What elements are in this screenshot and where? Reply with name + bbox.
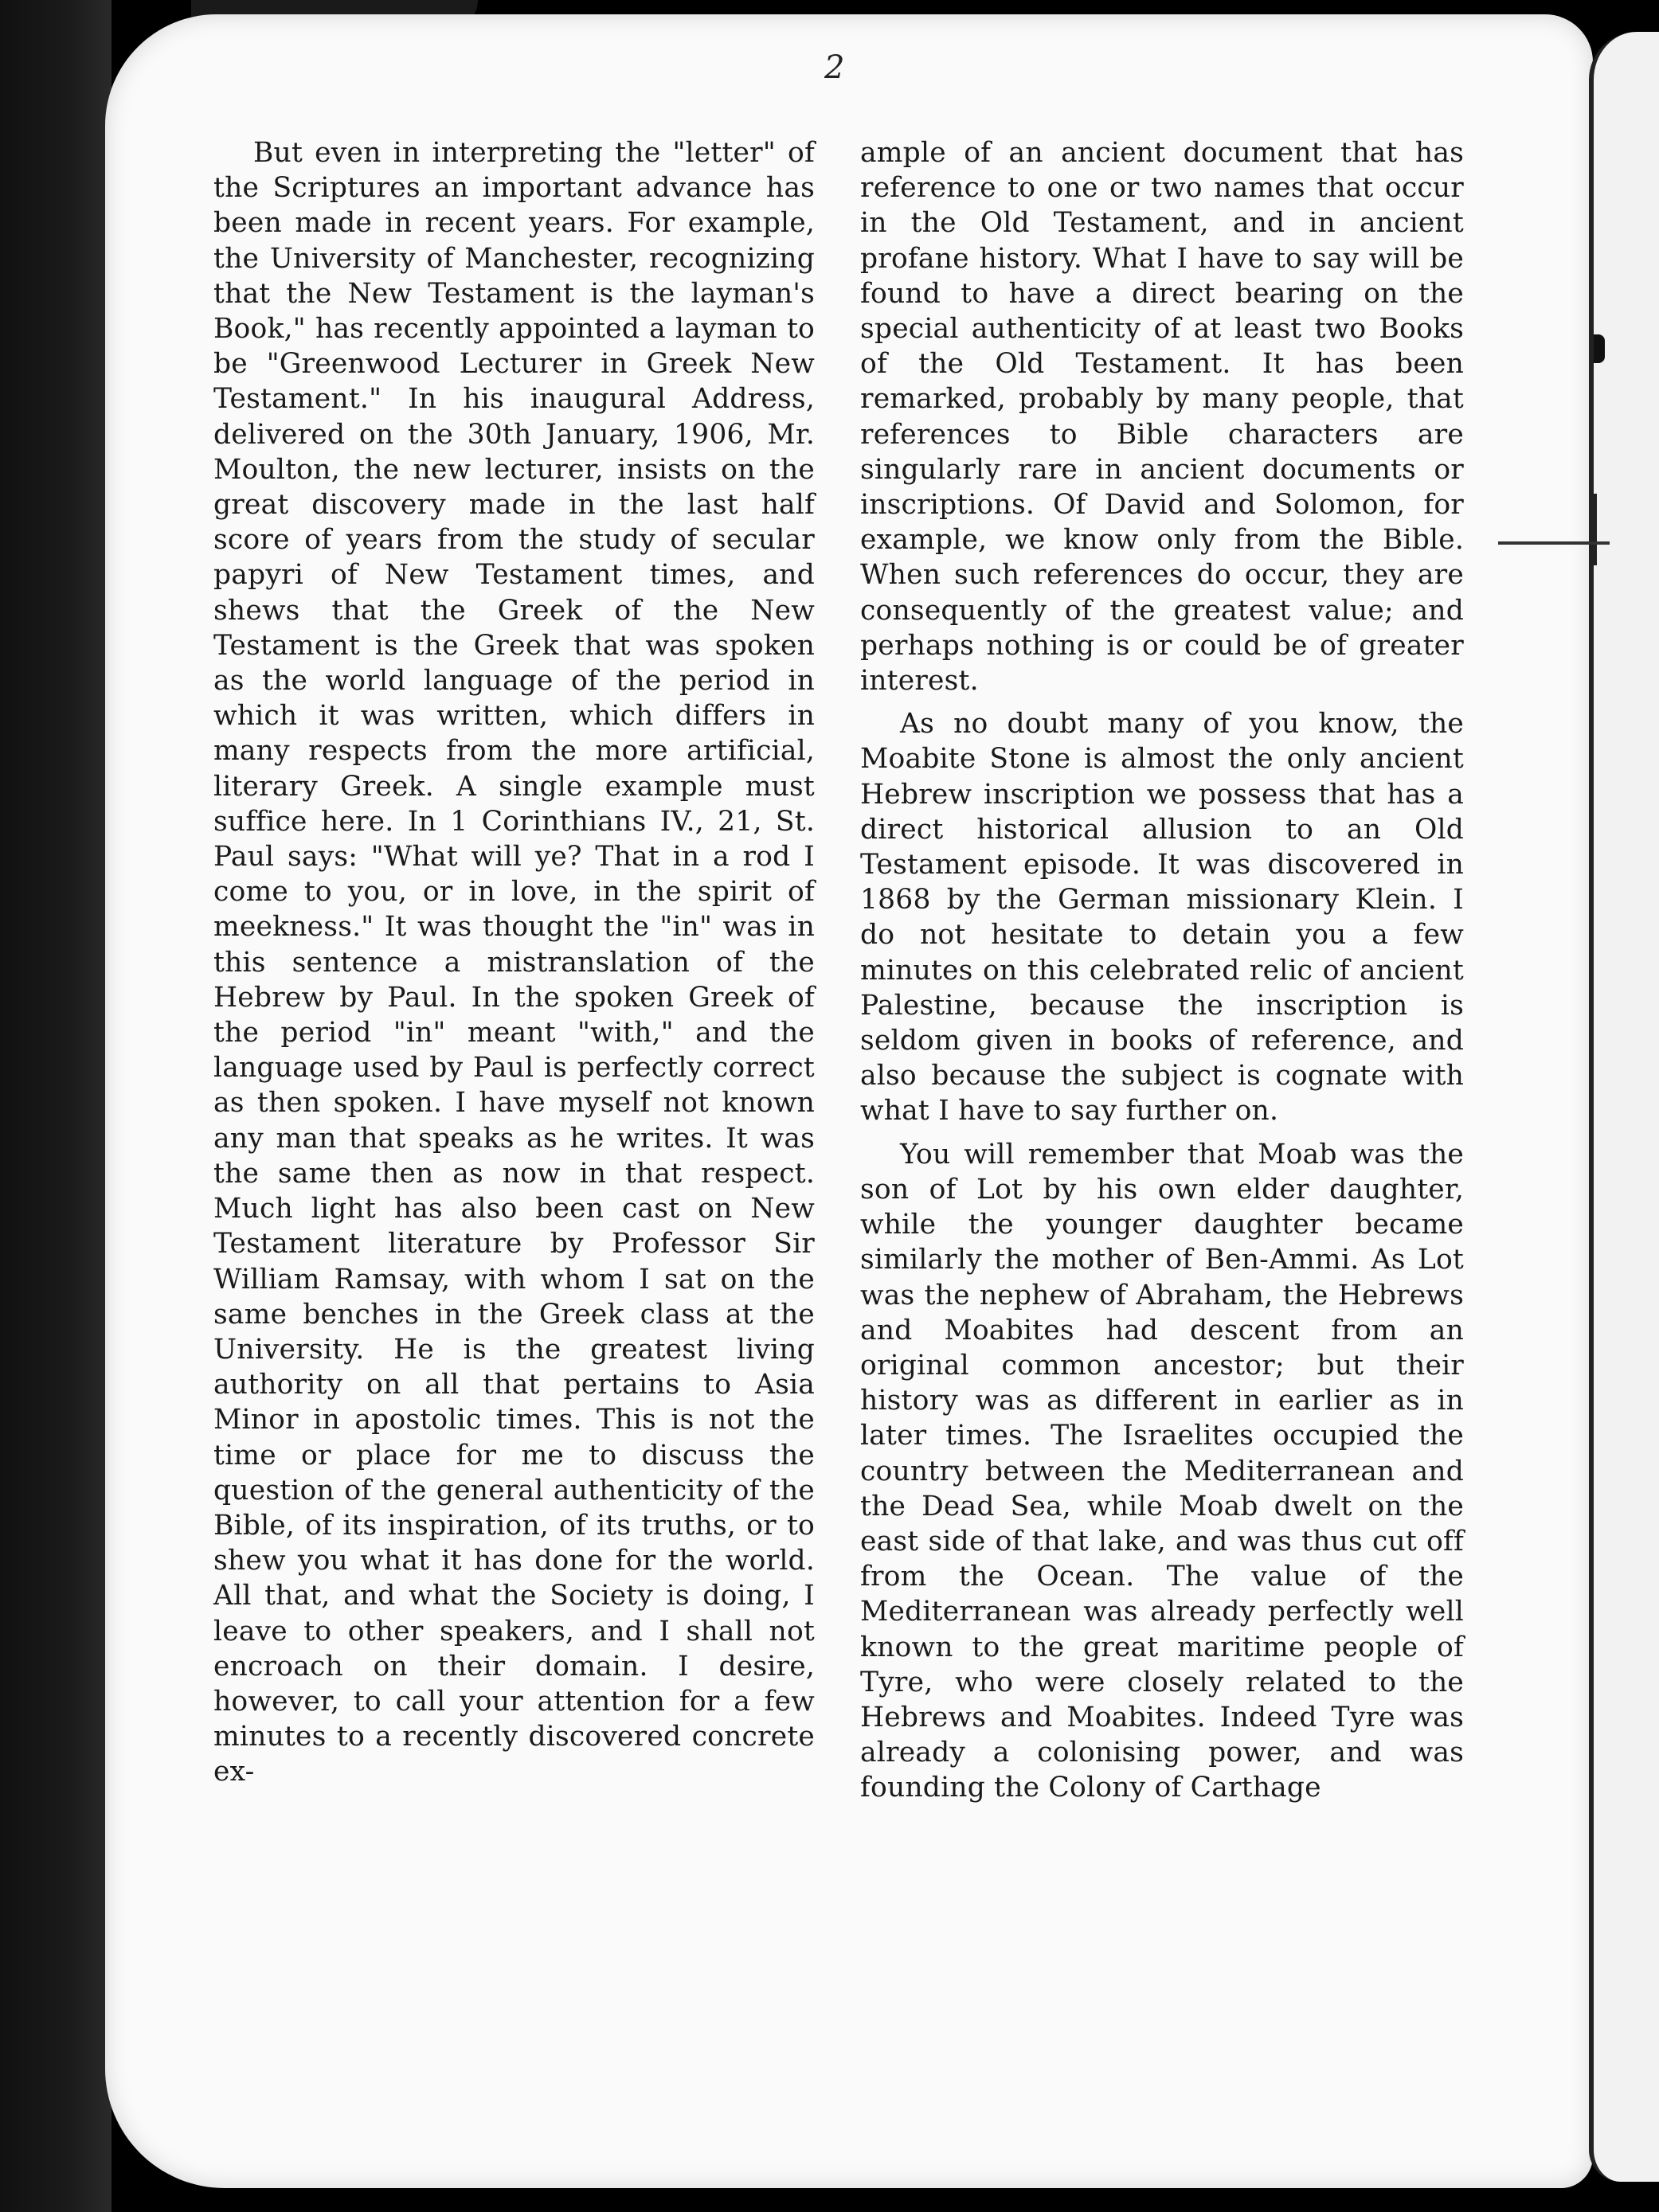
adjacent-page-edge [1589,32,1659,2182]
paragraph: But even in interpreting the "letter" of the Scriptures an important advance has been made in recent years. For example, the University of Manchester, recognizing that the New Testament is the layman's Book," has recently appointed a layman to be "Greenwood Lecturer in Greek New Testament." In his inaugural Address, delivered on the 30th January, 1906, Mr. Moulton, the new lecturer, insists on the great discovery made in the last half score of years from the study of secular papyri of New Testament times, and shews that the Greek of the New Testament is the Greek that was spoken as the world language of the period in which it was written, which differs in many respects from the more artificial, literary Greek. A single example must suffice here. In 1 Corinthians IV., 21, St. Paul says: "What will ye? That in a rod I come to you, or in love, in the spirit of meekness." It was thought the "in" was in this sentence a mistranslation of the Hebrew by Paul. In the spoken Greek of the period "in" meant "with," and the language used by Paul is perfectly correct as then spoken. I have myself not known any man that speaks as he writes. It was the same then as now in that respect. Much light has also been cast on New Testament literature by Professor Sir William Ramsay, with whom I sat on the same benches in the Greek class at the University. He is the greatest living authority on all that pertains to Asia Minor in apostolic times. This is not the time or place for me to discuss the question of the general authenticity of the Bible, of its inspiration, of its truths, or to shew you what it has done for the world. All that, and what the Society is doing, I leave to other speakers, and I shall not encroach on their domain. I desire, however, to call your attention for a few minutes to a recently discovered concrete ex- [213,137,815,1788]
paragraph: You will remember that Moab was the son of Lot by his own elder daughter, while the younger daughter became similarly the mother of Ben-Ammi. As Lot was the nephew of Abraham, the Hebrews and Moabites had descent from an original common ancestor; but their history was as different in earlier as in later times. The Israelites occupied the country between the Mediterranean and the Dead Sea, while Moab dwelt on the east side of that lake, and was thus cut off from the Ocean. The value of the Mediterranean was already perfectly well known to the great maritime people of Tyre, who were closely related to the Hebrews and Moabites. Indeed Tyre was already a colonising power, and was founding the Colony of Carthage [860,1138,1464,1804]
edge-mark [1594,494,1597,565]
edge-mark [1594,334,1605,363]
paragraph: As no doubt many of you know, the Moabite Stone is almost the only ancient Hebrew inscription we possess that has a direct historical allusion to an Old Testament episode. It was discovered in 1868 by the German missionary Klein. I do not hesitate to detain you a few minutes on this celebrated relic of ancient Palestine, because the inscription is seldom given in books of reference, and also because the subject is cognate with what I have to say further on. [860,708,1464,1127]
edge-mark [1498,541,1610,545]
page-number: 2 [824,49,845,86]
scan-left-border [0,0,112,2212]
left-text-column [213,135,815,1790]
paragraph-continuation: ample of an ancient document that has reference to one or two names that occur in the Old Testament, and in ancient profane history. What I have to say will be found to have a direct bearing on the special authenticity of at least two Books of the Old Testament. It has been remarked, probably by many people, that references to Bible characters are singularly rare in ancient documents or inscriptions. Of David and Solomon, for example, we know only from the Bible. When such references do occur, they are consequently of the greatest value; and perhaps nothing is or could be of greater interest. [860,137,1464,698]
right-text-column [860,135,1464,1806]
